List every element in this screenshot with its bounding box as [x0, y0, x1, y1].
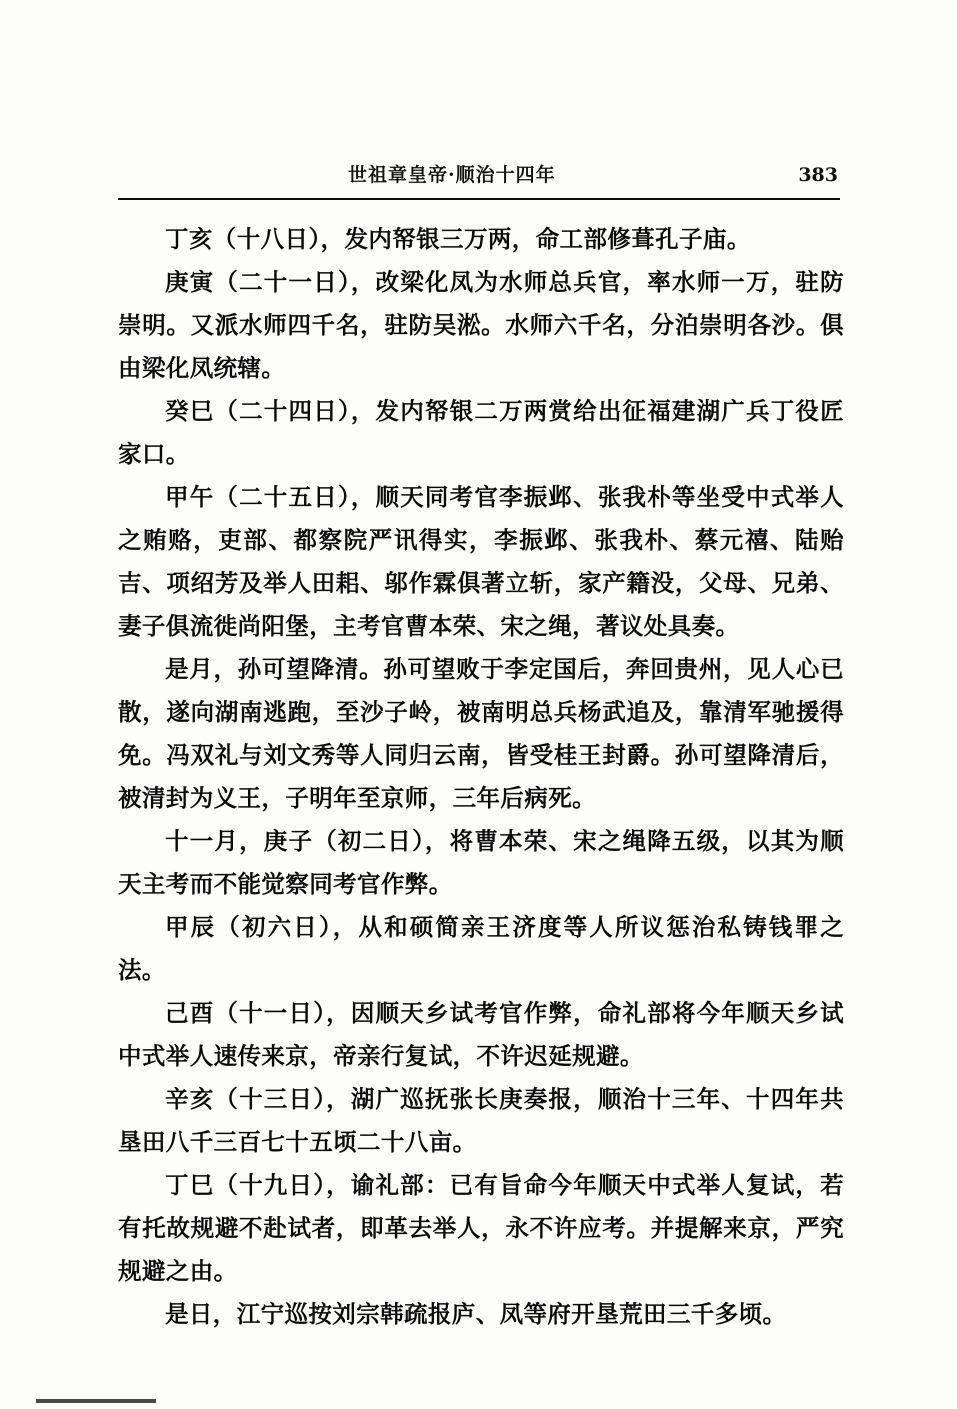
body-text: [118, 218, 844, 1336]
paragraph: 是月，孙可望降清。孙可望败于李定国后，奔回贵州，见人心已散，遂向湖南逃跑，至沙子岭，被南明总兵杨武追及，靠清军驰援得免。冯双礼与刘文秀等人同归云南，皆受桂王封爵。孙可望降清后，被清封为义王，子明年至京师，三年后病死。: [118, 655, 844, 812]
paragraph: 丁巳（十九日），谕礼部：已有旨命今年顺天中式举人复试，若有托故规避不赴试者，即革去举人，永不许应考。并提解来京，严究规避之由。: [118, 1171, 844, 1285]
page-header: [118, 160, 838, 187]
paragraph: 甲辰（初六日），从和硕简亲王济度等人所议惩治私铸钱罪之法。: [118, 913, 844, 984]
page-edge-mark: [36, 1399, 156, 1403]
paragraph: 癸巳（二十四日），发内帑银二万两赏给出征福建湖广兵丁役匠家口。: [118, 397, 844, 468]
paragraph: 庚寅（二十一日），改梁化凤为水师总兵官，率水师一万，驻防崇明。又派水师四千名，驻防吴淞。水师六千名，分泊崇明各沙。俱由梁化凤统辖。: [118, 268, 844, 382]
paragraph: 己酉（十一日），因顺天乡试考官作弊，命礼部将今年顺天乡试中式举人速传来京，帝亲行复试，不许迟延规避。: [118, 999, 844, 1070]
page-number: 383: [798, 164, 838, 186]
running-head-title: 世祖章皇帝·顺治十四年: [348, 164, 556, 186]
paragraph: 丁亥（十八日），发内帑银三万两，命工部修葺孔子庙。: [165, 225, 751, 253]
paragraph: 是日，江宁巡按刘宗韩疏报庐、凤等府开垦荒田三千多顷。: [165, 1300, 787, 1328]
paragraph: 甲午（二十五日），顺天同考官李振邺、张我朴等坐受中式举人之贿赂，吏部、都察院严讯得实，李振邺、张我朴、蔡元禧、陆贻吉、项绍芳及举人田耜、邬作霖俱著立斩，家产籍没，父母、兄弟、妻子俱流徙尚阳堡，主考官曹本荣、宋之绳，著议处具奏。: [118, 483, 844, 640]
paragraph: 辛亥（十三日），湖广巡抚张长庚奏报，顺治十三年、十四年共垦田八千三百七十五顷二十八亩。: [118, 1085, 844, 1156]
paragraph: 十一月，庚子（初二日），将曹本荣、宋之绳降五级，以其为顺天主考而不能觉察同考官作弊。: [118, 827, 844, 898]
header-divider: [118, 198, 840, 200]
